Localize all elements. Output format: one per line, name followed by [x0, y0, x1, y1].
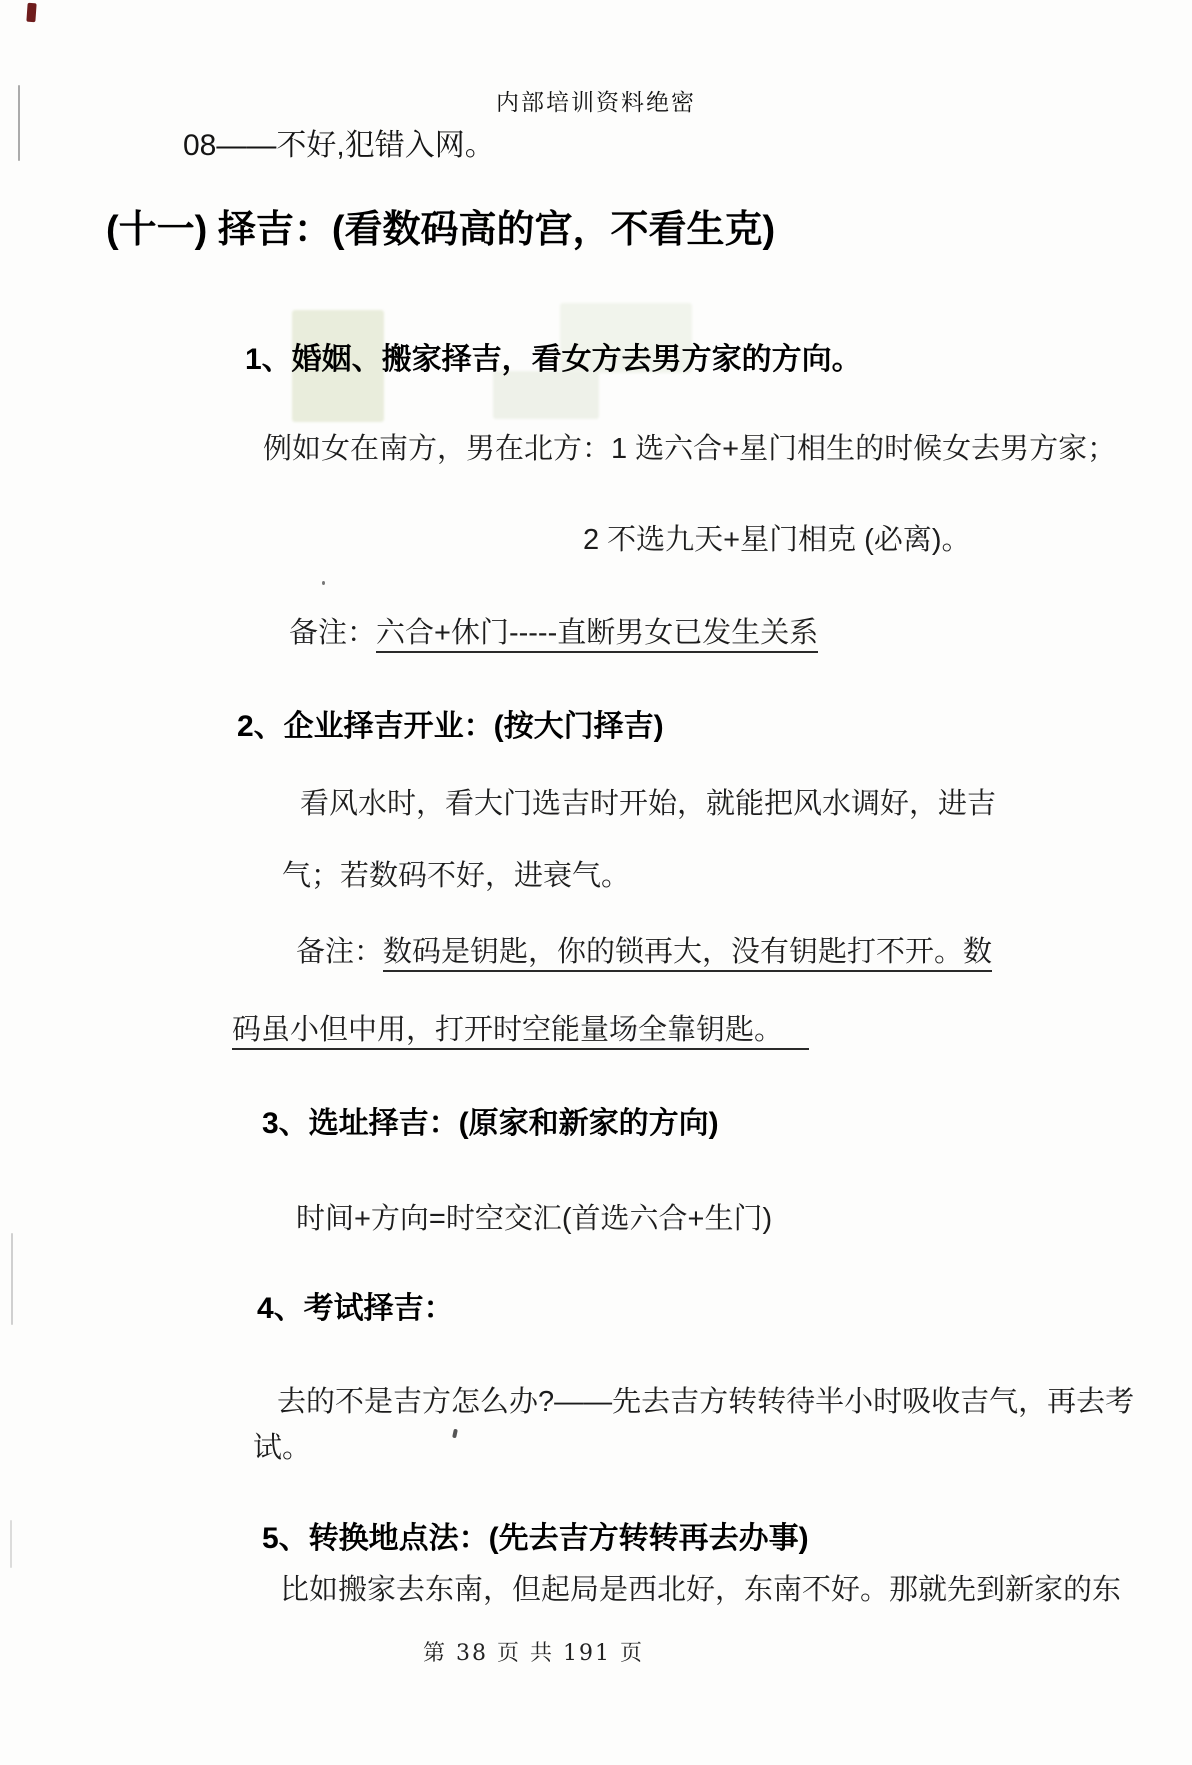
confidential-header: 内部培训资料绝密	[496, 90, 696, 116]
scan-edge-line-middle	[11, 1233, 13, 1325]
section5-heading: 5、转换地点法：(先去吉方转转再去办事)	[262, 1522, 809, 1555]
scan-speck	[452, 1429, 458, 1439]
section2-line1: 看风水时，看大门选吉时开始，就能把风水调好，进吉	[300, 788, 997, 820]
section2-line2: 气；若数码不好，进衰气。	[282, 860, 631, 892]
highlight-mark-3	[493, 371, 599, 419]
section2-note-underlined1: 数码是钥匙，你的锁再大，没有钥匙打不开。数	[383, 936, 992, 972]
section1-note-underlined: 六合+休门-----直断男女已发生关系	[376, 617, 818, 653]
section2-note-prefix: 备注：	[296, 936, 384, 968]
section3-line1: 时间+方向=时空交汇(首选六合+生门)	[296, 1203, 773, 1235]
intro-line: 08——不好,犯错入网。	[183, 129, 495, 162]
section2-note-line2	[232, 1007, 809, 1048]
section2-note-line1	[296, 929, 992, 970]
scan-edge-line-bottom	[10, 1520, 12, 1568]
section1-line1: 例如女在南方，男在北方：1 选六合+星门相生的时候女去男方家；	[263, 433, 1117, 465]
section1-line2: 2 不选九天+星门相克 (必离)。	[583, 524, 971, 556]
scan-dot	[322, 581, 325, 585]
page-number-footer: 第 38 页 共 191 页	[423, 1641, 644, 1666]
section1-heading: 1、婚姻、搬家择吉，看女方去男方家的方向。	[245, 343, 862, 376]
section1-note-prefix: 备注：	[289, 617, 377, 649]
section2-note-underlined2: 码虽小但中用，打开时空能量场全靠钥匙。	[232, 1014, 809, 1050]
section4-heading: 4、考试择吉：	[257, 1292, 454, 1325]
chapter-heading: (十一) 择吉：(看数码高的宫，不看生克)	[106, 209, 776, 251]
section1-note	[289, 610, 818, 651]
section4-line1: 去的不是吉方怎么办?——先去吉方转转待半小时吸收吉气，再去考	[277, 1386, 1135, 1418]
section2-heading: 2、企业择吉开业：(按大门择吉)	[237, 710, 664, 743]
section4-line2: 试。	[253, 1432, 312, 1464]
section5-line1: 比如搬家去东南，但起局是西北好，东南不好。那就先到新家的东	[280, 1574, 1122, 1606]
scan-corner-mark	[26, 3, 36, 23]
section3-heading: 3、选址择吉：(原家和新家的方向)	[262, 1107, 719, 1140]
